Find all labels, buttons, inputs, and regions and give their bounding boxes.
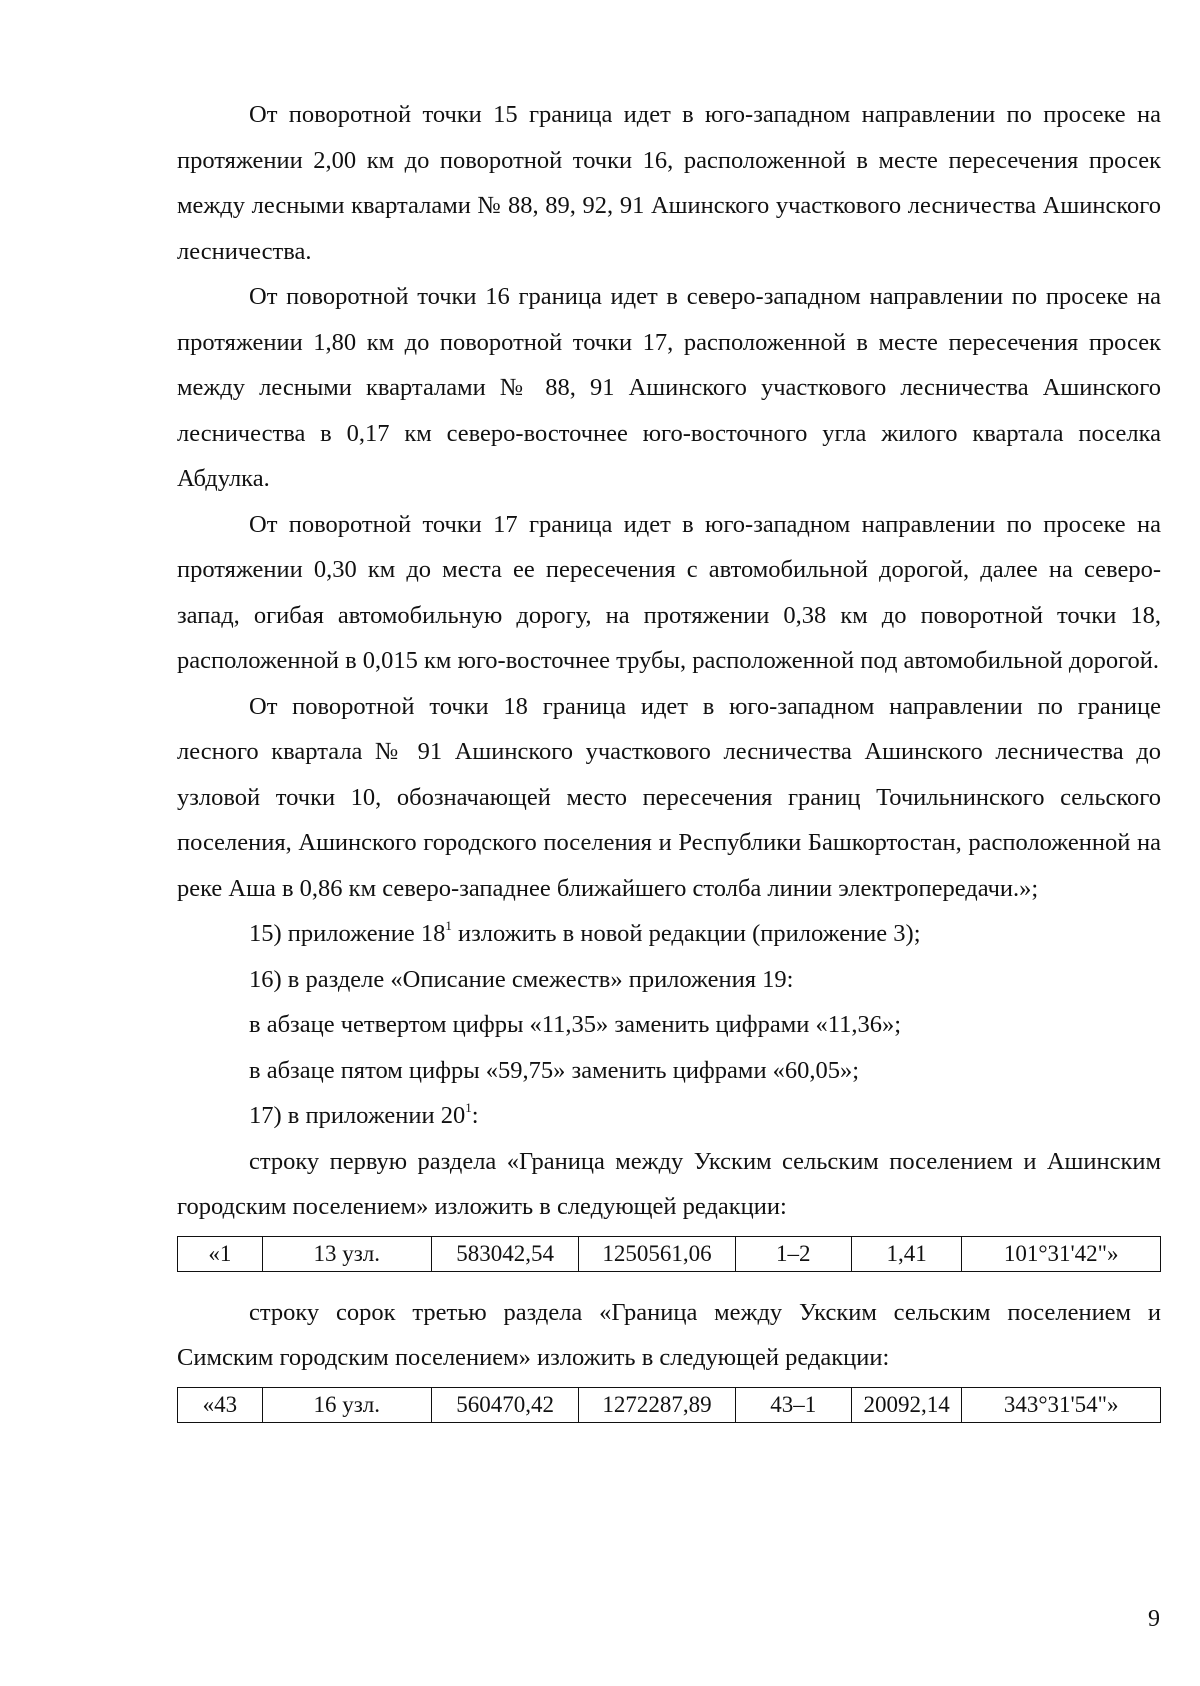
- item-17-text: 17) в приложении 20: [249, 1102, 466, 1129]
- cell-node: 16 узл.: [262, 1387, 431, 1422]
- cell-y-coordinate: 1272287,89: [579, 1387, 735, 1422]
- cell-x-coordinate: 560470,42: [431, 1387, 579, 1422]
- table-row: [178, 1236, 1161, 1271]
- cell-segment: 43–1: [735, 1387, 851, 1422]
- cell-point-number: «43: [178, 1387, 263, 1422]
- cell-y-coordinate: 1250561,06: [579, 1236, 735, 1271]
- page-number: 9: [1148, 1606, 1160, 1632]
- table-row: [178, 1387, 1161, 1422]
- paragraph-point-17: От поворотной точки 17 граница идет в юго-западном направлении по просеке на протяжении 0,30 км до места ее пересечения с автомобильной дорогой, далее на северо-запад, огибая автомобильную дорогу, на протяжении 0,38 км до поворотной точки 18, расположенной в 0,015 км юго-восточнее трубы, расположенной под автомобильной дорогой.: [177, 510, 1161, 674]
- item-17-text-end: :: [471, 1102, 479, 1129]
- boundary-row-table-1: [177, 1236, 1161, 1272]
- cell-bearing: 101°31'42"»: [962, 1236, 1161, 1271]
- paragraph-point-15: От поворотной точки 15 граница идет в юго-западном направлении по просеке на протяжении 2,00 км до поворотной точки 16, расположенной в месте пересечения просек между лесными кварталами № 88, 89, 92, 91 Ашинского участкового лесничества Ашинского лесничества.: [177, 101, 1161, 265]
- item-17: [177, 1093, 1161, 1139]
- item-15: [177, 911, 1161, 957]
- cell-segment: 1–2: [735, 1236, 851, 1271]
- cell-length: 1,41: [851, 1236, 962, 1271]
- cell-length: 20092,14: [851, 1387, 962, 1422]
- item-15-text: 15) приложение 18: [249, 920, 446, 947]
- document-body: [177, 92, 1161, 1423]
- item-16: 16) в разделе «Описание смежеств» приложения 19:: [249, 965, 794, 993]
- cell-point-number: «1: [178, 1236, 263, 1271]
- table-one-intro: строку первую раздела «Граница между Укским сельским поселением и Ашинским городским поселением» изложить в следующей редакции:: [177, 1147, 1161, 1220]
- item-15-superscript: 1: [445, 918, 452, 933]
- cell-node: 13 узл.: [262, 1236, 431, 1271]
- boundary-row-table-2: [177, 1387, 1161, 1423]
- cell-bearing: 343°31'54"»: [962, 1387, 1161, 1422]
- item-15-text-end: изложить в новой редакции (приложение 3);: [451, 920, 921, 947]
- cell-x-coordinate: 583042,54: [431, 1236, 579, 1271]
- table-two-intro: строку сорок третью раздела «Граница между Укским сельским поселением и Симским городским поселением» изложить в следующей редакции:: [177, 1298, 1161, 1371]
- paragraph-point-18: От поворотной точки 18 граница идет в юго-западном направлении по границе лесного квартала № 91 Ашинского участкового лесничества Ашинского лесничества до узловой точки 10, обозначающей место пересечения границ Точильнинского сельского поселения, Ашинского городского поселения и Республики Башкортостан, расположенной на реке Аша в 0,86 км северо-западнее ближайшего столба линии электропередачи.»;: [177, 692, 1161, 902]
- item-16-paragraph-four: в абзаце четвертом цифры «11,35» заменить цифрами «11,36»;: [249, 1011, 902, 1038]
- item-16-paragraph-five: в абзаце пятом цифры «59,75» заменить цифрами «60,05»;: [249, 1056, 860, 1084]
- paragraph-point-16: От поворотной точки 16 граница идет в северо-западном направлении по просеке на протяжении 1,80 км до поворотной точки 17, расположенной в месте пересечения просек между лесными кварталами № 88, 91 Ашинского участкового лесничества Ашинского лесничества в 0,17 км северо-восточнее юго-восточного угла жилого квартала поселка Абдулка.: [177, 283, 1161, 492]
- item-17-superscript: 1: [465, 1100, 472, 1115]
